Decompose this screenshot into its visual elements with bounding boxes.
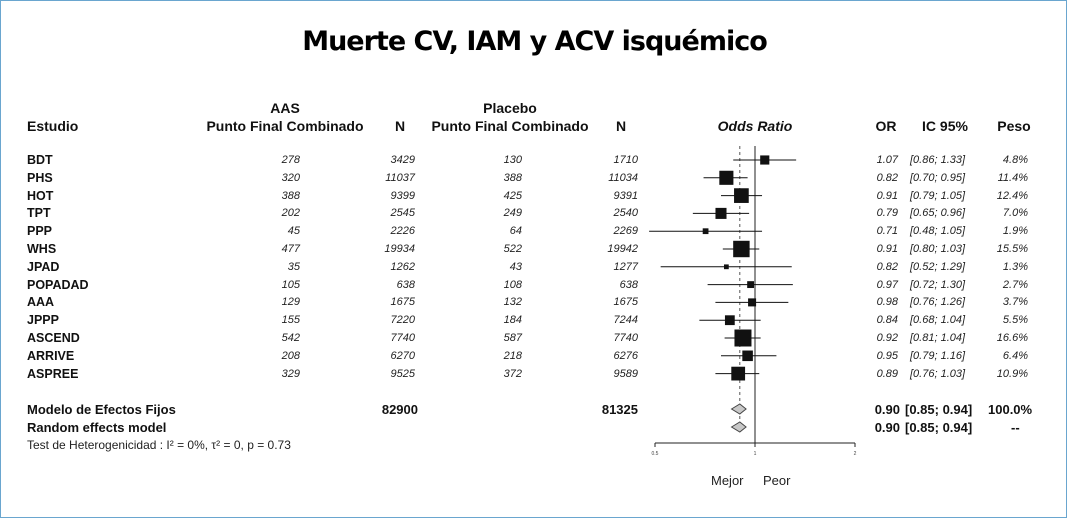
placebo-n: 2540 — [613, 207, 638, 219]
aas-events: 208 — [281, 350, 300, 362]
header-study: Estudio — [27, 118, 79, 134]
placebo-events: 425 — [503, 190, 522, 202]
weight-value: 1.3% — [1002, 261, 1028, 273]
study-name: ASCEND — [27, 331, 80, 345]
study-name: JPPP — [27, 313, 59, 327]
study-point — [703, 228, 709, 234]
weight-value: 12.4% — [996, 190, 1028, 202]
fixed-weight: 100.0% — [988, 402, 1033, 417]
study-point — [719, 171, 733, 185]
weight-value: 1.9% — [1002, 225, 1028, 237]
x-tick-label: 2 — [853, 451, 857, 457]
aas-n: 19934 — [384, 243, 415, 255]
weight-value: 10.9% — [996, 368, 1028, 380]
fixed-ci: [0.85; 0.94] — [905, 402, 973, 417]
placebo-events: 522 — [503, 243, 522, 255]
aas-n: 1262 — [390, 261, 415, 273]
fixed-placebo-n: 81325 — [601, 402, 638, 417]
placebo-n: 1277 — [613, 261, 638, 273]
ci-value: [0.86; 1.33] — [910, 154, 966, 166]
aas-n: 9399 — [390, 190, 415, 202]
aas-n: 11037 — [385, 172, 415, 184]
placebo-n: 19942 — [607, 243, 638, 255]
aas-events: 542 — [281, 332, 300, 344]
aas-n: 6270 — [390, 350, 415, 362]
weight-value: 6.4% — [1002, 350, 1028, 362]
random-ci: [0.85; 0.94] — [905, 420, 973, 435]
or-value: 0.95 — [876, 350, 898, 362]
or-value: 0.91 — [876, 243, 898, 255]
placebo-events: 43 — [509, 261, 522, 273]
aas-events: 329 — [281, 368, 300, 380]
aas-events: 388 — [281, 190, 300, 202]
favors-left-label: Mejor — [711, 473, 744, 488]
placebo-events: 218 — [503, 350, 522, 362]
aas-n: 2226 — [390, 225, 415, 237]
ci-value: [0.79; 1.05] — [910, 190, 966, 202]
or-value: 0.71 — [876, 225, 898, 237]
placebo-events: 64 — [509, 225, 522, 237]
placebo-events: 108 — [503, 279, 522, 291]
placebo-n: 9391 — [613, 190, 638, 202]
ci-value: [0.81; 1.04] — [910, 332, 966, 344]
aas-events: 320 — [281, 172, 300, 184]
aas-n: 9525 — [390, 368, 415, 380]
or-value: 0.79 — [876, 207, 898, 219]
study-name: TPT — [27, 206, 51, 220]
placebo-events: 249 — [503, 207, 522, 219]
weight-value: 7.0% — [1002, 207, 1028, 219]
study-name: POPADAD — [27, 278, 89, 292]
study-point — [742, 351, 753, 362]
weight-value: 15.5% — [996, 243, 1028, 255]
or-value: 0.82 — [876, 172, 898, 184]
header-ci: IC 95% — [922, 118, 968, 134]
aas-n: 7740 — [390, 332, 415, 344]
study-point — [733, 241, 749, 257]
study-name: ASPREE — [27, 367, 79, 381]
placebo-events: 587 — [503, 332, 522, 344]
study-point — [748, 298, 756, 306]
header-placebo-events: Punto Final Combinado — [431, 118, 589, 134]
aas-n: 3429 — [390, 154, 415, 166]
or-value: 0.97 — [876, 279, 898, 291]
aas-events: 105 — [281, 279, 300, 291]
heterogeneity-test: Test de Heterogenicidad : I² = 0%, τ² = 0, p = 0.73 — [27, 438, 291, 452]
random-effects-label: Random effects model — [27, 420, 167, 435]
study-name: PHS — [27, 171, 53, 185]
study-name: WHS — [27, 242, 57, 256]
or-value: 0.89 — [876, 368, 898, 380]
header-placebo-n: N — [615, 118, 627, 134]
placebo-n: 9589 — [613, 368, 638, 380]
weight-value: 5.5% — [1002, 314, 1028, 326]
header-or: OR — [875, 118, 897, 134]
ci-value: [0.48; 1.05] — [910, 225, 966, 237]
fixed-aas-n: 82900 — [381, 402, 418, 417]
or-value: 0.91 — [876, 190, 898, 202]
header-aas-group: AAS — [270, 100, 300, 116]
header-odds-ratio: Odds Ratio — [717, 118, 793, 134]
study-name: BDT — [27, 153, 53, 167]
favors-right-label: Peor — [763, 473, 791, 488]
study-name: PPP — [27, 224, 53, 238]
ci-value: [0.79; 1.16] — [910, 350, 966, 362]
study-point — [734, 330, 751, 347]
header-aas-n: N — [394, 118, 406, 134]
placebo-n: 1710 — [613, 154, 638, 166]
pooled-diamond — [732, 422, 747, 432]
study-point — [724, 264, 729, 269]
weight-value: 2.7% — [1002, 279, 1028, 291]
ci-value: [0.80; 1.03] — [910, 243, 966, 255]
aas-events: 202 — [281, 207, 300, 219]
placebo-n: 11034 — [608, 172, 638, 184]
aas-events: 155 — [281, 314, 300, 326]
aas-n: 1675 — [390, 296, 415, 308]
aas-events: 129 — [281, 296, 300, 308]
x-tick-label: 0.5 — [651, 451, 659, 457]
ci-value: [0.65; 0.96] — [910, 207, 966, 219]
placebo-n: 6276 — [613, 350, 638, 362]
or-value: 0.92 — [876, 332, 898, 344]
study-name: AAA — [27, 295, 55, 309]
aas-n: 7220 — [390, 314, 415, 326]
study-name: HOT — [27, 189, 54, 203]
ci-value: [0.68; 1.04] — [910, 314, 966, 326]
study-point — [747, 281, 754, 288]
aas-events: 477 — [281, 243, 300, 255]
placebo-n: 2269 — [613, 225, 638, 237]
weight-value: 4.8% — [1002, 154, 1028, 166]
ci-value: [0.76; 1.03] — [910, 368, 966, 380]
header-placebo-group: Placebo — [483, 100, 537, 116]
aas-n: 2545 — [390, 207, 415, 219]
pooled-diamond — [732, 404, 747, 414]
placebo-events: 388 — [503, 172, 522, 184]
ci-value: [0.72; 1.30] — [910, 279, 966, 291]
aas-n: 638 — [396, 279, 415, 291]
study-point — [734, 188, 749, 203]
placebo-events: 130 — [503, 154, 522, 166]
random-weight: -- — [1011, 420, 1020, 435]
page-title: Muerte CV, IAM y ACV isquémico — [302, 26, 767, 57]
study-point — [715, 208, 726, 219]
fixed-effects-label: Modelo de Efectos Fijos — [27, 402, 176, 417]
study-point — [760, 155, 769, 164]
weight-value: 11.4% — [997, 172, 1028, 184]
study-name: ARRIVE — [27, 349, 75, 363]
placebo-events: 184 — [503, 314, 522, 326]
or-value: 0.84 — [876, 314, 898, 326]
x-tick-label: 1 — [753, 451, 757, 457]
weight-value: 3.7% — [1002, 296, 1028, 308]
header-aas-events: Punto Final Combinado — [206, 118, 364, 134]
placebo-events: 372 — [503, 368, 522, 380]
placebo-n: 7740 — [613, 332, 638, 344]
placebo-n: 1675 — [613, 296, 638, 308]
header-weight: Peso — [997, 118, 1031, 134]
or-value: 0.82 — [876, 261, 898, 273]
placebo-n: 638 — [619, 279, 638, 291]
weight-value: 16.6% — [996, 332, 1028, 344]
ci-value: [0.52; 1.29] — [910, 261, 966, 273]
or-value: 1.07 — [876, 154, 898, 166]
study-point — [725, 315, 735, 325]
study-point — [731, 367, 745, 381]
placebo-n: 7244 — [613, 314, 638, 326]
ci-value: [0.76; 1.26] — [910, 296, 966, 308]
aas-events: 45 — [287, 225, 300, 237]
or-value: 0.98 — [876, 296, 898, 308]
ci-value: [0.70; 0.95] — [910, 172, 966, 184]
study-name: JPAD — [27, 260, 60, 274]
aas-events: 278 — [281, 154, 300, 166]
fixed-or: 0.90 — [874, 402, 900, 417]
placebo-events: 132 — [503, 296, 522, 308]
aas-events: 35 — [287, 261, 300, 273]
random-or: 0.90 — [874, 420, 900, 435]
